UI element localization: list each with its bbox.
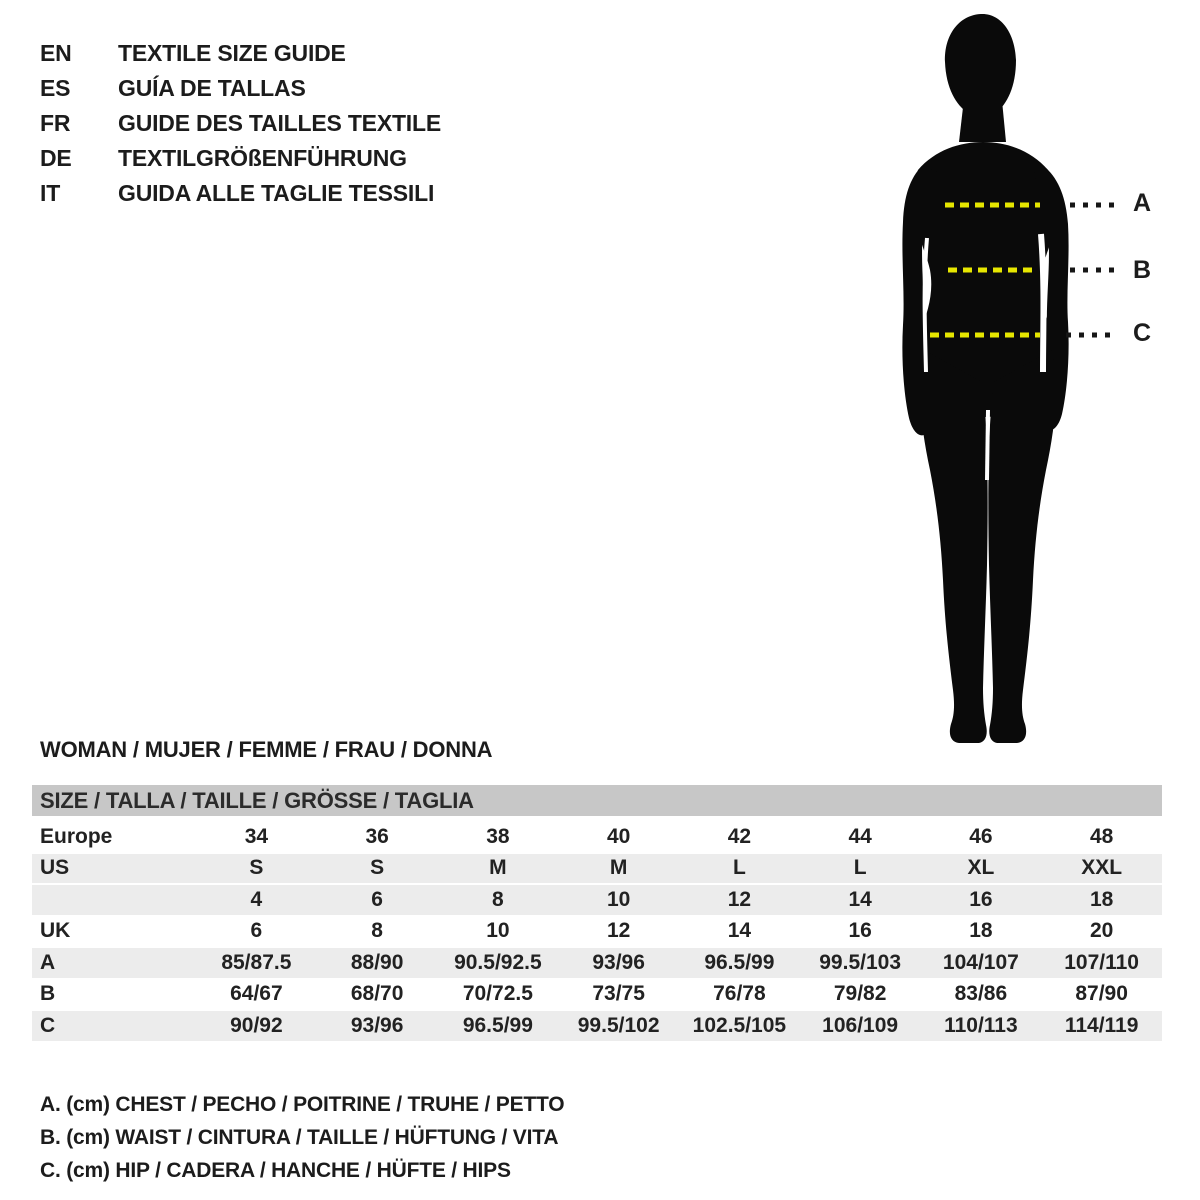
language-code: DE [40, 145, 72, 171]
measure-label-b: B [1132, 256, 1152, 284]
measure-legend [40, 1088, 564, 1187]
table-cell: 70/72.5 [462, 982, 533, 1006]
table-row-us-number [32, 883, 1162, 915]
table-cell: 79/82 [833, 982, 887, 1006]
row-label: C [40, 1013, 56, 1037]
guide-title: TEXTILGRÖßENFÜHRUNG [118, 145, 407, 171]
table-cell: 64/67 [230, 982, 283, 1006]
table-cell: 107/110 [1064, 950, 1139, 974]
table-cell: 14 [727, 919, 752, 943]
table-cell: 4 [250, 887, 263, 911]
table-cell: L [853, 856, 867, 880]
table-cell: 90/92 [230, 1013, 283, 1037]
table-cell: XXL [1081, 856, 1123, 880]
table-cell: 102.5/105 [692, 1013, 787, 1037]
language-code: IT [40, 180, 61, 206]
table-cell: 73/75 [592, 982, 645, 1006]
table-cell: 48 [1089, 824, 1114, 848]
table-cell: S [370, 856, 385, 880]
table-cell: L [732, 856, 746, 880]
table-cell: 87/90 [1075, 982, 1128, 1006]
table-row-europe [32, 820, 1162, 852]
table-cell: 34 [244, 824, 269, 848]
silhouette-neck [959, 90, 1006, 142]
table-cell: 88/90 [350, 950, 404, 974]
table-cell: 83/86 [954, 982, 1008, 1006]
guide-title: GUIDE DES TAILLES TEXTILE [118, 110, 441, 136]
row-label: UK [40, 919, 71, 943]
table-cell: 16 [848, 919, 872, 943]
size-table-header: SIZE / TALLA / TAILLE / GRÖSSE / TAGLIA [32, 785, 1162, 816]
legend-line-c: C. (cm) HIP / CADERA / HANCHE / HÜFTE / HIPS [40, 1159, 511, 1182]
table-cell: 99.5/103 [819, 950, 901, 974]
table-cell: 76/78 [713, 982, 766, 1006]
table-cell: 10 [486, 919, 510, 943]
silhouette-right-leg [988, 350, 1055, 743]
measure-label-a: A [1132, 189, 1152, 217]
table-cell: 36 [365, 824, 389, 848]
guide-title: GUÍA DE TALLAS [118, 75, 306, 101]
table-cell: 10 [606, 887, 631, 911]
table-cell: 12 [606, 919, 631, 943]
table-cell: 44 [848, 824, 872, 848]
table-cell: 46 [969, 824, 993, 848]
language-code: FR [40, 110, 71, 136]
table-cell: 110/113 [944, 1013, 1018, 1037]
table-cell: XL [967, 856, 995, 880]
table-row-uk [32, 915, 1162, 947]
language-code: EN [40, 40, 72, 66]
table-cell: 96.5/99 [704, 950, 775, 974]
woman-silhouette [860, 0, 1200, 760]
table-cell: 85/87.5 [221, 950, 292, 974]
table-cell: 90.5/92.5 [454, 950, 542, 974]
table-row-c [32, 1009, 1162, 1041]
table-row-b [32, 978, 1162, 1010]
table-cell: 38 [486, 824, 510, 848]
table-cell: 16 [969, 887, 993, 911]
legend-line-b: B. (cm) WAIST / CINTURA / TAILLE / HÜFTUNG / VITA [40, 1126, 559, 1149]
row-label: A [40, 950, 56, 974]
table-cell: S [249, 856, 264, 880]
size-table-body [32, 820, 1162, 1041]
table-cell: 18 [969, 919, 993, 943]
table-cell: 8 [371, 919, 383, 943]
table-cell: 93/96 [592, 950, 645, 974]
table-cell: 14 [848, 887, 872, 911]
table-cell: 6 [371, 887, 383, 911]
size-table [32, 785, 1162, 1041]
table-cell: 20 [1089, 919, 1114, 943]
table-cell: 42 [727, 824, 752, 848]
measure-label-c: C [1132, 319, 1152, 347]
table-cell: 6 [250, 919, 263, 943]
row-label: Europe [40, 824, 113, 848]
table-cell: 40 [606, 824, 631, 848]
table-cell: 8 [492, 887, 504, 911]
table-cell: 99.5/102 [577, 1013, 660, 1037]
table-cell: 18 [1089, 887, 1114, 911]
table-cell: 93/96 [350, 1013, 404, 1037]
guide-title: TEXTILE SIZE GUIDE [118, 40, 346, 66]
silhouette-left-leg [920, 350, 987, 743]
row-label: US [40, 856, 70, 880]
row-label: B [40, 982, 56, 1006]
table-cell: 104/107 [942, 950, 1019, 974]
legend-line-a: A. (cm) CHEST / PECHO / POITRINE / TRUHE / PETTO [40, 1093, 565, 1116]
guide-title: GUIDA ALLE TAGLIE TESSILI [118, 180, 435, 206]
table-row-a [32, 946, 1162, 978]
table-cell: 114/119 [1064, 1013, 1139, 1037]
table-cell: M [489, 856, 507, 880]
table-row-us [32, 852, 1162, 884]
table-cell: M [609, 856, 628, 880]
section-title: WOMAN / MUJER / FEMME / FRAU / DONNA [40, 737, 493, 762]
table-cell: 12 [727, 887, 752, 911]
table-cell: 96.5/99 [462, 1013, 533, 1037]
language-code: ES [40, 75, 71, 101]
table-cell: 106/109 [822, 1013, 899, 1037]
table-cell: 68/70 [350, 982, 404, 1006]
